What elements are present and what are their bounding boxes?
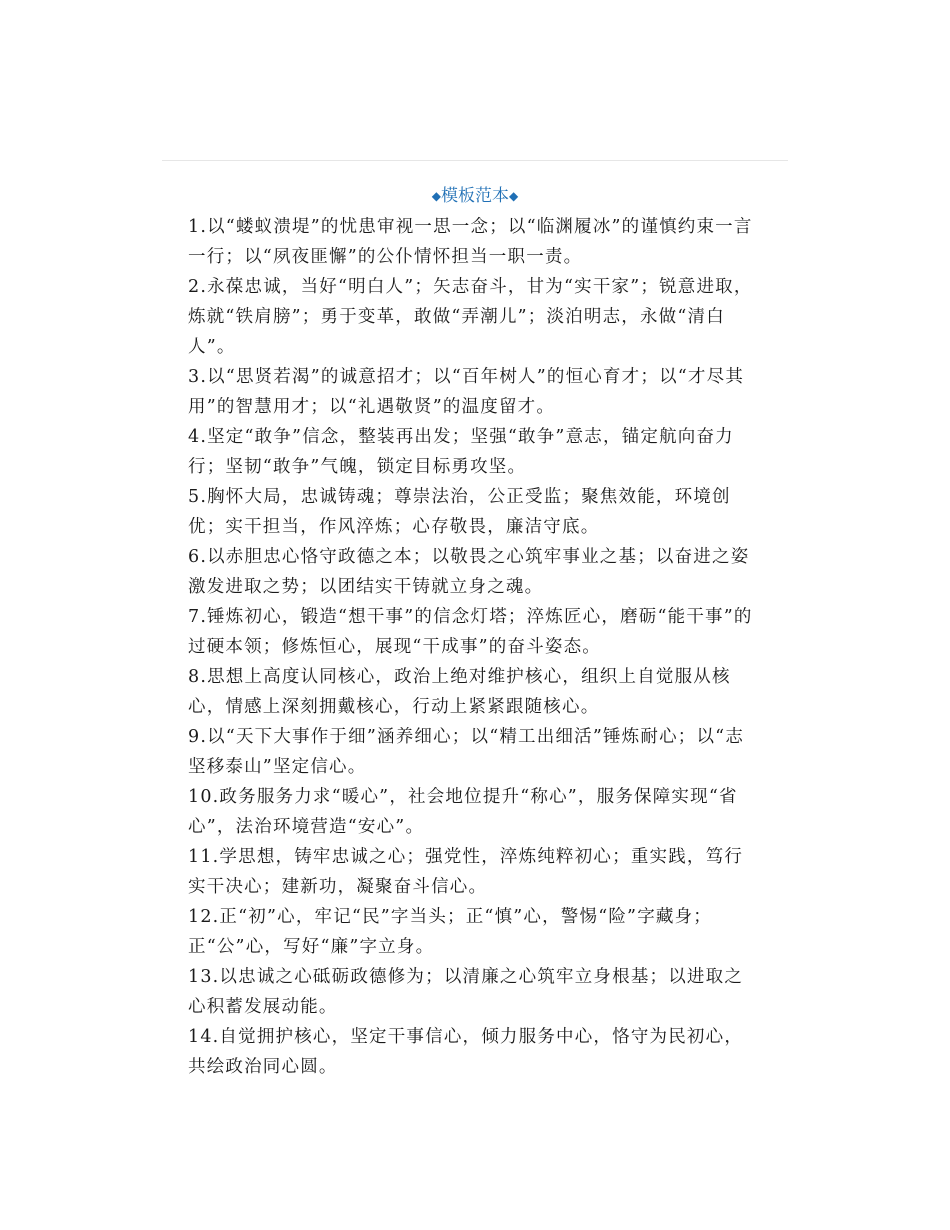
- slogan-item-4: 4.坚定“敢争”信念，整装再出发；坚强“敢争”意志，锚定航向奋力行；坚韧“敢争”气魄，锁定目标勇攻坚。: [188, 427, 734, 477]
- slogan-item-8: 8.思想上高度认同核心，政治上绝对维护核心，组织上自觉服从核心，情感上深刻拥戴核心，行动上紧紧跟随核心。: [188, 667, 731, 717]
- slogan-item-1: 1.以“蝼蚁溃堤”的忧患审视一思一念；以“临渊履冰”的谨慎约束一言一行；以“夙夜匪懈”的公仆情怀担当一职一责。: [188, 217, 753, 267]
- slogan-item-12: 12.正“初”心，牢记“民”字当头；正“慎”心，警惕“险”字藏身；正“公”心，写好“廉”字立身。: [188, 907, 713, 957]
- slogan-item-2: 2.永葆忠诚，当好“明白人”；矢志奋斗，甘为“实干家”；锐意进取，炼就“铁肩膀”；勇于变革，敢做“弄潮儿”；淡泊明志，永做“清白人”。: [188, 277, 753, 357]
- section-title: [162, 183, 788, 209]
- slogan-item-9: 9.以“天下大事作于细”涵养细心；以“精工出细活”锤炼耐心；以“志坚移泰山”坚定信心。: [188, 727, 745, 777]
- slogan-item-5: 5.胸怀大局，忠诚铸魂；尊崇法治，公正受监；聚焦效能，环境创优；实干担当，作风淬炼；心存敬畏，廉洁守底。: [188, 487, 731, 537]
- section-title-text: 模板范本: [441, 186, 509, 206]
- top-divider: [162, 160, 788, 161]
- slogan-item-11: 11.学思想，铸牢忠诚之心；强党性，淬炼纯粹初心；重实践，笃行实干决心；建新功，凝聚奋斗信心。: [188, 847, 744, 897]
- slogan-item-13: 13.以忠诚之心砥砺政德修为；以清廉之心筑牢立身根基；以进取之心积蓄发展动能。: [188, 967, 744, 1017]
- slogan-item-6: 6.以赤胆忠心恪守政德之本；以敬畏之心筑牢事业之基；以奋进之姿激发进取之势；以团结实干铸就立身之魂。: [188, 547, 750, 597]
- slogan-list: [188, 212, 760, 1082]
- slogan-item-14: 14.自觉拥护核心，坚定干事信心，倾力服务中心，恪守为民初心，共绘政治同心圆。: [188, 1027, 744, 1077]
- slogan-item-7: 7.锤炼初心，锻造“想干事”的信念灯塔；淬炼匠心，磨砺“能干事”的过硬本领；修炼恒心，展现“干成事”的奋斗姿态。: [188, 607, 753, 657]
- diamond-icon: ◆: [431, 189, 441, 203]
- diamond-icon: ◆: [509, 189, 519, 203]
- slogan-item-10: 10.政务服务力求“暖心”，社会地位提升“称心”，服务保障实现“省心”，法治环境营造“安心”。: [188, 787, 738, 837]
- slogan-item-3: 3.以“思贤若渴”的诚意招才；以“百年树人”的恒心育才；以“才尽其用”的智慧用才；以“礼遇敬贤”的温度留才。: [188, 367, 745, 417]
